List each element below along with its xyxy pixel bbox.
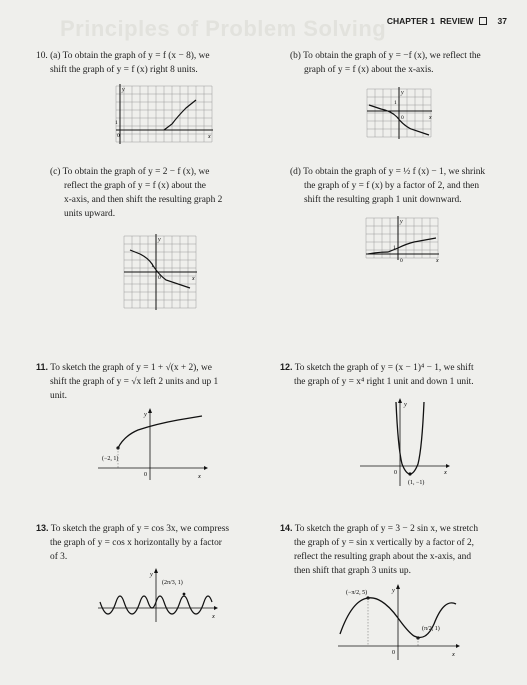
grid xyxy=(116,86,212,142)
problem-10b-text xyxy=(290,49,481,77)
bleed-through-title: Principles of Problem Solving xyxy=(60,16,387,41)
text-line: To sketch the graph of y = 3 − 2 sin x, we stretch xyxy=(294,524,479,534)
point-label: (2π/3, 1) xyxy=(162,580,183,586)
point-label: (1, −1) xyxy=(408,480,425,486)
y-axis-label: y xyxy=(401,90,404,96)
point-label-left: (−π/2, 5) xyxy=(346,590,368,596)
text-line: the graph of y = sin x vertically by a factor of 2, xyxy=(294,538,474,548)
section-label: REVIEW xyxy=(440,16,474,26)
graph-13 xyxy=(98,568,222,632)
y-axis-label: y xyxy=(144,411,147,418)
graph-12 xyxy=(360,398,452,490)
running-header xyxy=(387,16,507,26)
problem-number: 13. xyxy=(36,523,49,533)
page-number: 37 xyxy=(497,16,507,26)
x-axis-label: x xyxy=(444,469,447,476)
text-line: the graph of y = cos x horizontally by a factor xyxy=(50,538,222,548)
x-axis-label: x xyxy=(436,258,439,264)
y-axis-label: y xyxy=(150,571,153,578)
x-axis-label: x xyxy=(208,134,211,140)
problem-number: 12. xyxy=(280,362,293,372)
tick-label: 1 xyxy=(393,245,396,251)
graph-10c xyxy=(124,236,200,316)
text-line: To sketch the graph of y = (x − 1)⁴ − 1, we shift xyxy=(294,363,474,373)
y-arrow xyxy=(398,398,402,403)
problem-10a-text xyxy=(36,49,210,77)
problem-10c-text xyxy=(50,165,222,221)
y-axis-label: y xyxy=(400,219,403,225)
curve xyxy=(368,238,436,254)
text-line: then shift that graph 3 units up. xyxy=(294,566,411,576)
y-arrow xyxy=(148,408,152,413)
vertex-point xyxy=(408,472,411,475)
graph-11 xyxy=(98,408,208,480)
x-arrow xyxy=(456,644,460,648)
x-axis-label: x xyxy=(198,473,201,480)
text-line: the graph of y = f (x) by a factor of 2, and then xyxy=(304,181,480,191)
problem-number: 10. xyxy=(36,51,48,61)
text-line: reflect the resulting graph about the x-axis, and xyxy=(294,552,472,562)
origin-label: 0 xyxy=(394,470,397,476)
text-line: (d) To obtain the graph of y = ½ f (x) − 1, we shrink xyxy=(290,167,486,177)
origin-label: 0 xyxy=(392,650,395,656)
origin-label: 0 xyxy=(158,275,161,281)
text-line: unit. xyxy=(50,391,67,401)
tick-label: 1 xyxy=(151,263,154,269)
origin-label: 0 xyxy=(400,258,403,264)
graph-10b xyxy=(367,89,433,143)
x-arrow xyxy=(214,606,218,610)
x-arrow xyxy=(204,466,208,470)
tick-label: 1 xyxy=(115,120,118,126)
origin-label: 0 xyxy=(144,472,147,478)
graph-10d xyxy=(366,218,442,266)
text-line: To sketch the graph of y = 1 + √(x + 2), we xyxy=(50,363,212,373)
text-line: the graph of y = x⁴ right 1 unit and down 1 unit. xyxy=(294,377,474,387)
text-line: (a) To obtain the graph of y = f (x − 8), we xyxy=(50,51,210,61)
problem-14-text xyxy=(280,521,478,578)
curve xyxy=(130,250,190,288)
point-label-right: (π/2, 1) xyxy=(422,626,440,632)
text-line: of 3. xyxy=(50,552,68,562)
text-line: x-axis, and then shift the resulting graph 2 xyxy=(64,195,223,205)
chapter-label: CHAPTER 1 xyxy=(386,16,435,26)
text-line: units upward. xyxy=(64,209,116,219)
text-line: graph of y = f (x) about the x-axis. xyxy=(304,65,434,75)
y-arrow xyxy=(396,584,400,589)
problem-13-text xyxy=(36,521,229,564)
curve xyxy=(118,416,202,448)
text-line: (b) To obtain the graph of y = −f (x), we reflect the xyxy=(290,51,481,61)
point-label: (−2, 1) xyxy=(102,456,119,462)
text-line: shift the resulting graph 1 unit downward. xyxy=(304,195,462,205)
x-axis-label: x xyxy=(192,276,195,282)
text-line: To sketch the graph of y = cos 3x, we compress xyxy=(50,524,229,534)
y-arrow xyxy=(154,568,158,573)
y-axis-label: y xyxy=(158,237,161,243)
x-axis-label: x xyxy=(452,651,455,658)
problem-number: 11. xyxy=(36,362,49,372)
y-axis-label: y xyxy=(392,587,395,594)
graph-10a xyxy=(116,86,216,144)
tick-label: 1 xyxy=(394,100,397,106)
x-axis-label: x xyxy=(212,613,215,620)
text-line: reflect the graph of y = f (x) about the xyxy=(64,181,206,191)
text-line: shift the graph of y = f (x) right 8 units. xyxy=(50,65,198,75)
text-line: shift the graph of y = √x left 2 units and up 1 xyxy=(50,377,219,387)
origin-label: 0 xyxy=(401,115,404,121)
problem-number: 14. xyxy=(280,523,293,533)
origin-label: 0 xyxy=(117,133,120,139)
problem-12-text xyxy=(280,360,474,389)
y-axis-label: y xyxy=(404,401,407,408)
peak-point xyxy=(183,593,186,596)
graph-14 xyxy=(338,584,462,664)
x-arrow xyxy=(446,464,450,468)
text-line: (c) To obtain the graph of y = 2 − f (x), we xyxy=(50,167,210,177)
problem-11-text xyxy=(36,360,218,403)
x-axis-label: x xyxy=(429,115,432,121)
problem-10d-text xyxy=(290,165,485,207)
square-icon xyxy=(479,17,487,25)
y-axis-label: y xyxy=(122,87,125,93)
